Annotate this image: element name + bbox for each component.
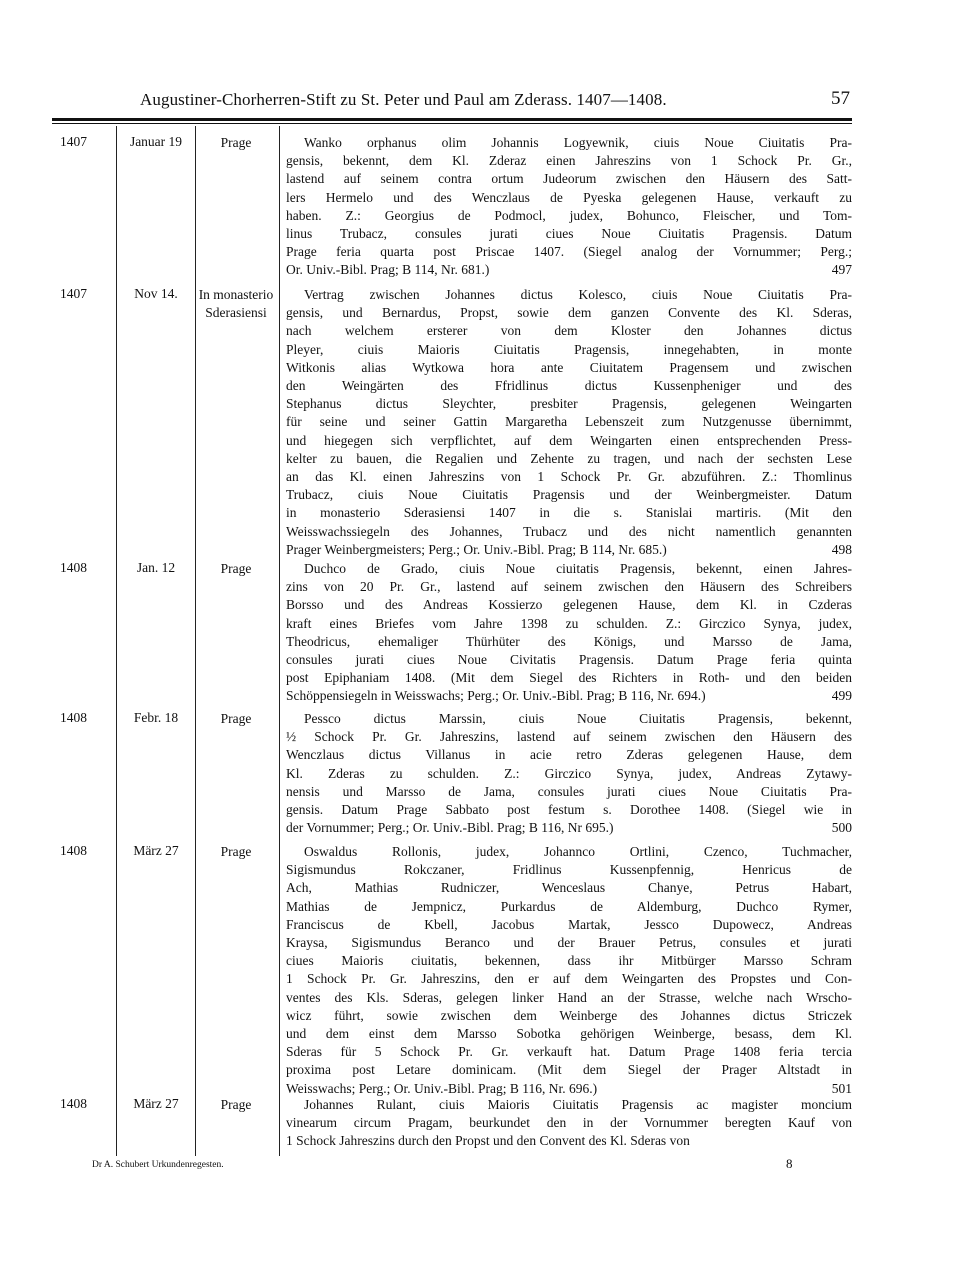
entry-text-line (286, 523, 852, 541)
entry-text-content: gensis, bekennt, dem Kl. Zderaz einen Jahreszins von 1 Schock Pr. Gr., (286, 153, 852, 169)
entry-text-line (286, 395, 852, 413)
entry-text-line (286, 1132, 852, 1150)
entry-text-line (286, 970, 852, 988)
entry-text-content: Oswaldus Rollonis, judex, Johannco Ortlini, Czenco, Tuchmacher, (304, 844, 852, 859)
entry-text-content: Wenczlaus dictus Villanus in acie retro Zderas gelegenen Hause, dem (286, 747, 852, 763)
entry-text-line (286, 989, 852, 1007)
entry-text-content: Kl. Zderas zu schulden. Z.: Girczico Synya, judex, Andreas Zytawy- (286, 765, 852, 781)
entry-place (196, 843, 276, 861)
entry-place (196, 286, 276, 322)
entry-text-content: Vertrag zwischen Johannes dictus Kolesco, ciuis Noue Ciuitatis Pra- (304, 287, 852, 302)
entry-text-content: Duchco de Grado, ciuis Noue ciuitatis Pragensis, bekennt, einen Jahres- (304, 561, 852, 576)
entry-text-content: proxima post Letare dominicam. (Mit dem Siegel der Prager Altstadt in (286, 1062, 852, 1078)
regest-number: 501 (831, 1080, 852, 1096)
entry-text-content: Wanko orphanus olim Johannis Logyewnik, ciuis Noue Ciuitatis Pra- (304, 135, 852, 150)
entry-date: Jan. 12 (136, 560, 176, 575)
entry-text-content: Sigismundus Rokczaner, Fridlinus Kussenpfennig, Henricus de (286, 862, 852, 878)
entry-text-content: Mathias de Jempnicz, Purkardus de Aldemburg, Duchco Rymer, (286, 898, 852, 914)
entry-text-line (286, 377, 852, 395)
entry-text-content: vinearum circum Pragam, beurkundet den in der Vornummer beregten Kauf von (286, 1115, 852, 1131)
entry-text-line (286, 669, 852, 687)
entry-text-content: kelter zu bauen, die Regalien und Zehente zu tragen, und nach der sechsten Lese (286, 450, 852, 466)
entry-text-content: ventes des Kls. Sderas, gelegen linker Hand an der Strasse, welche nach Wrscho- (286, 989, 852, 1005)
entry-place (196, 560, 276, 578)
entry-text-content: Witkonis alias Wytkowa hora ante Ciuitatem Pragensem und zwischen (286, 359, 852, 375)
entry-text-line (286, 861, 852, 879)
entry-year: 1408 (60, 710, 87, 725)
entry-text (286, 560, 852, 706)
entry-text-line (286, 486, 852, 504)
entry-text-line (286, 341, 852, 359)
entry-text-line (286, 728, 852, 746)
entry-text-line (286, 596, 852, 614)
entry-text (286, 1096, 852, 1151)
entry-text-content: Trubacz, ciuis Noue Ciuitatis Pragensis und der Weinbergmeister. Datum (286, 487, 852, 503)
entry-text-line (286, 413, 852, 431)
entry-text-line (286, 746, 852, 764)
entry-text-content: Franciscus de Kbell, Jacobus Martak, Jessco Dupowecz, Andreas (286, 916, 852, 932)
entry-date: Febr. 18 (133, 710, 179, 725)
entry-text-content: der Vornummer; Perg.; Or. Univ.-Bibl. Prag; B 116, Nr 695.) (286, 820, 614, 836)
entry-text-line (286, 170, 852, 188)
entry-text-content: Stephanus dictus Sleychter, presbiter Pragensis, gelegenen Weingarten (286, 396, 852, 412)
entry-place-line: Prage (220, 561, 252, 576)
entry-text-content: post Epiphaniam 1408. (Mit dem Siegel des Richters in Roth- und den beiden (286, 670, 852, 686)
entry-text-line (286, 687, 852, 705)
entry-text-content: Weisswachssiegeln des Johannes, Trubacz und des nicht namentlich genannten (286, 523, 852, 539)
entry-text-content: Ach, Mathias Rudniczer, Wenceslaus Chanye, Petrus Habart, (286, 880, 852, 896)
entry-text-line (286, 651, 852, 669)
entry-text-content: den Weingärten des Ffridlinus dictus Kussenpheniger und des (286, 378, 852, 394)
entry-text-line (286, 1007, 852, 1025)
entry-text-line (286, 879, 852, 897)
entry-text-line (286, 1061, 852, 1079)
entry-year: 1408 (60, 560, 87, 575)
entry-text-content: und dem einst dem Marsso Sobotka gehörigen Weinberge, besass, dem Kl. (286, 1026, 852, 1042)
entry-text-line (286, 916, 852, 934)
entry-text-content: lers Hermelo und des Wenczlaus de Pyeska gelegenen Hause, verkauft zu (286, 189, 852, 205)
entry-text-line (286, 765, 852, 783)
entry-year: 1407 (60, 286, 87, 301)
entry-text-content: nensis und Marsso de Jama, consules jurati ciues Noue Ciuitatis Pra- (286, 783, 852, 799)
entry-text-line (286, 152, 852, 170)
entry-text-line (286, 261, 852, 279)
entry-text-content: haben. Z.: Georgius de Podmocl, judex, Bohunco, Fleischer, und Tom- (286, 207, 852, 223)
entry-text-content: Pleyer, ciuis Maioris Ciuitatis Pragensis, innegehabten, in monte (286, 341, 852, 357)
entry-text-line (286, 1043, 852, 1061)
entry-text-content: kraft eines Briefes vom Jahre 1398 zu schulden. Z.: Girczico Synya, judex, (286, 615, 852, 631)
entry-text-line (286, 615, 852, 633)
entry-text-content: gensis. Datum Prage Sabbato post festum s. Dorothee 1408. (Siegel wie in (286, 802, 852, 818)
entry-date: März 27 (133, 843, 179, 858)
entry-place-line: Prage (220, 135, 252, 150)
entry-text-line (286, 359, 852, 377)
entry-text-line (286, 504, 852, 522)
entry-place-line: In monasterio (198, 287, 274, 302)
entry-text-content: nach welchem ersterer von dem Kloster den Johannes dictus (286, 323, 852, 339)
entry-text-line (286, 898, 852, 916)
entry-place (196, 710, 276, 728)
entry-text-line (286, 134, 852, 152)
entry-text-line (286, 1096, 852, 1114)
entry-text-line (286, 934, 852, 952)
entry-text-content: zins von 20 Pr. Gr., lastend auf seinem zwischen den Häusern des Schreibers (286, 579, 852, 595)
entry-text-content: lastend auf seinem contra ortum Judeorum zwischen den Häusern des Satt- (286, 171, 852, 187)
entry-date: Januar 19 (129, 134, 183, 149)
entry-date: Nov 14. (134, 286, 178, 301)
entry-text-line (286, 304, 852, 322)
entry-text-content: ciues Maioris ciuitatis, bekennen, dass ihr Mitbürger Marsso Schram (286, 953, 852, 969)
entry-place-line: Prage (220, 711, 252, 726)
entry-text-line (286, 322, 852, 340)
entry-date: März 27 (133, 1096, 179, 1111)
entry-place-line: Sderasiensi (205, 305, 267, 320)
entry-text-content: ½ Schock Pr. Gr. Jahreszins, lastend auf seinem zwischen den Häusern des (286, 729, 852, 745)
header-rule-thick (52, 118, 852, 121)
entry-text-content: Borsso und des Andreas Kossierzo gelegenen Hause, dem Kl. in Czderas (286, 597, 852, 613)
entry-text-content: Theodricus, ehemaliger Thürhüter des Königs, und Marsso de Jama, (286, 633, 852, 649)
entry-text-content: Johannes Rulant, ciuis Maioris Ciuitatis Pragensis ac magister moncium (304, 1097, 852, 1112)
entry-text-content: Schöppensiegeln in Weisswachs; Perg.; Or. Univ.-Bibl. Prag; B 116, Nr. 694.) (286, 688, 706, 704)
entry-text-content: gensis, und Bernardus, Propst, sowie dem ganzen Convente des Kl. Sderas, (286, 305, 852, 321)
entry-text-content: Prage feria quarta post Priscae 1407. (Siegel analog der Vornummer; Perg.; (286, 244, 852, 260)
entry-text-content: an das Kl. einen Jahreszins von 1 Schock Pr. Gr. abzuführen. Z.: Thomlinus (286, 469, 852, 485)
footer-signature: Dr A. Schubert Urkundenregesten. (92, 1160, 224, 1170)
entry-text-content: 1 Schock Jahreszins durch den Propst und den Convent des Kl. Sderas von (286, 1133, 690, 1149)
entry-text-line (286, 286, 852, 304)
entry-place-line: Prage (220, 844, 252, 859)
entry-text-line (286, 225, 852, 243)
entry-text-line (286, 578, 852, 596)
sheet-number: 8 (786, 1156, 793, 1171)
entry-text-content: 1 Schock Pr. Gr. Jahreszins, den er auf dem Weingarten des Propstes und Con- (286, 971, 852, 987)
running-title: Augustiner-Chorherren-Stift zu St. Peter und Paul am Zderass. 1407—1408. (140, 90, 667, 109)
entry-text-line (286, 633, 852, 651)
entry-text-content: Or. Univ.-Bibl. Prag; B 114, Nr. 681.) (286, 262, 490, 278)
entry-text-line (286, 189, 852, 207)
entry-text-line (286, 432, 852, 450)
entry-text-content: Kraysa, Sigismundus Beranco und der Brauer Petrus, consules et jurati (286, 935, 852, 951)
regest-number: 500 (831, 820, 852, 836)
entry-text-line (286, 207, 852, 225)
regest-number: 497 (831, 262, 852, 278)
regest-number: 499 (831, 688, 852, 704)
entry-year: 1407 (60, 134, 87, 149)
entry-text-line (286, 783, 852, 801)
entry-text-line (286, 468, 852, 486)
entry-text-content: wicz führt, sowie zwischen dem Weinberge des Johannes dictus Striczek (286, 1007, 852, 1023)
entry-text-line (286, 560, 852, 578)
entry-text-content: consules jurati ciues Noue Civitatis Pragensis. Datum Prage feria quinta (286, 652, 852, 668)
entry-text-content: Prager Weinbergmeisters; Perg.; Or. Univ.-Bibl. Prag; B 114, Nr. 685.) (286, 541, 667, 557)
regest-number: 498 (831, 541, 852, 557)
entry-text (286, 134, 852, 280)
entry-text-content: in monasterio Sderasiensi 1407 in die s. Stanislai martiris. (Mit den (286, 505, 852, 521)
entry-text-line (286, 243, 852, 261)
entry-text-content: Pessco dictus Marssin, ciuis Noue Ciuitatis Pragensis, bekennt, (304, 711, 852, 726)
running-header (140, 86, 850, 116)
entry-text-line (286, 843, 852, 861)
column-divider-date (195, 126, 196, 1156)
entry-text-content: Sderas für 5 Schock Pr. Gr. verkauft hat. Datum Prage 1408 feria tercia (286, 1044, 852, 1060)
page-number: 57 (831, 88, 850, 109)
entry-place (196, 1096, 276, 1114)
entry-text-line (286, 819, 852, 837)
entry-text (286, 843, 852, 1098)
entry-text-line (286, 450, 852, 468)
entry-text-content: Weisswachs; Perg.; Or. Univ.-Bibl. Prag; B 116, Nr. 696.) (286, 1080, 598, 1096)
entry-text-content: und hiegegen sich verpflichtet, auf dem Weingarten einen entsprechenden Press- (286, 432, 852, 448)
entry-text-line (286, 1025, 852, 1043)
entry-text-line (286, 541, 852, 559)
column-divider-place (279, 126, 280, 1156)
entry-text-content: für seine und seiner Gattin Margaretha Lebenszeit zum Nutzgenusse übernimmt, (286, 414, 852, 430)
entry-place (196, 134, 276, 152)
entry-text (286, 286, 852, 559)
entry-text-line (286, 710, 852, 728)
entry-text-line (286, 801, 852, 819)
entry-year: 1408 (60, 1096, 87, 1111)
entry-text-line (286, 952, 852, 970)
entry-text-line (286, 1114, 852, 1132)
entry-place-line: Prage (220, 1097, 252, 1112)
header-rule-thin (52, 123, 852, 124)
entry-text-content: linus Trubacz, consules jurati ciues Noue Ciuitatis Pragensis. Datum (286, 226, 852, 242)
entry-year: 1408 (60, 843, 87, 858)
entry-text (286, 710, 852, 837)
column-divider-year (116, 126, 117, 1156)
